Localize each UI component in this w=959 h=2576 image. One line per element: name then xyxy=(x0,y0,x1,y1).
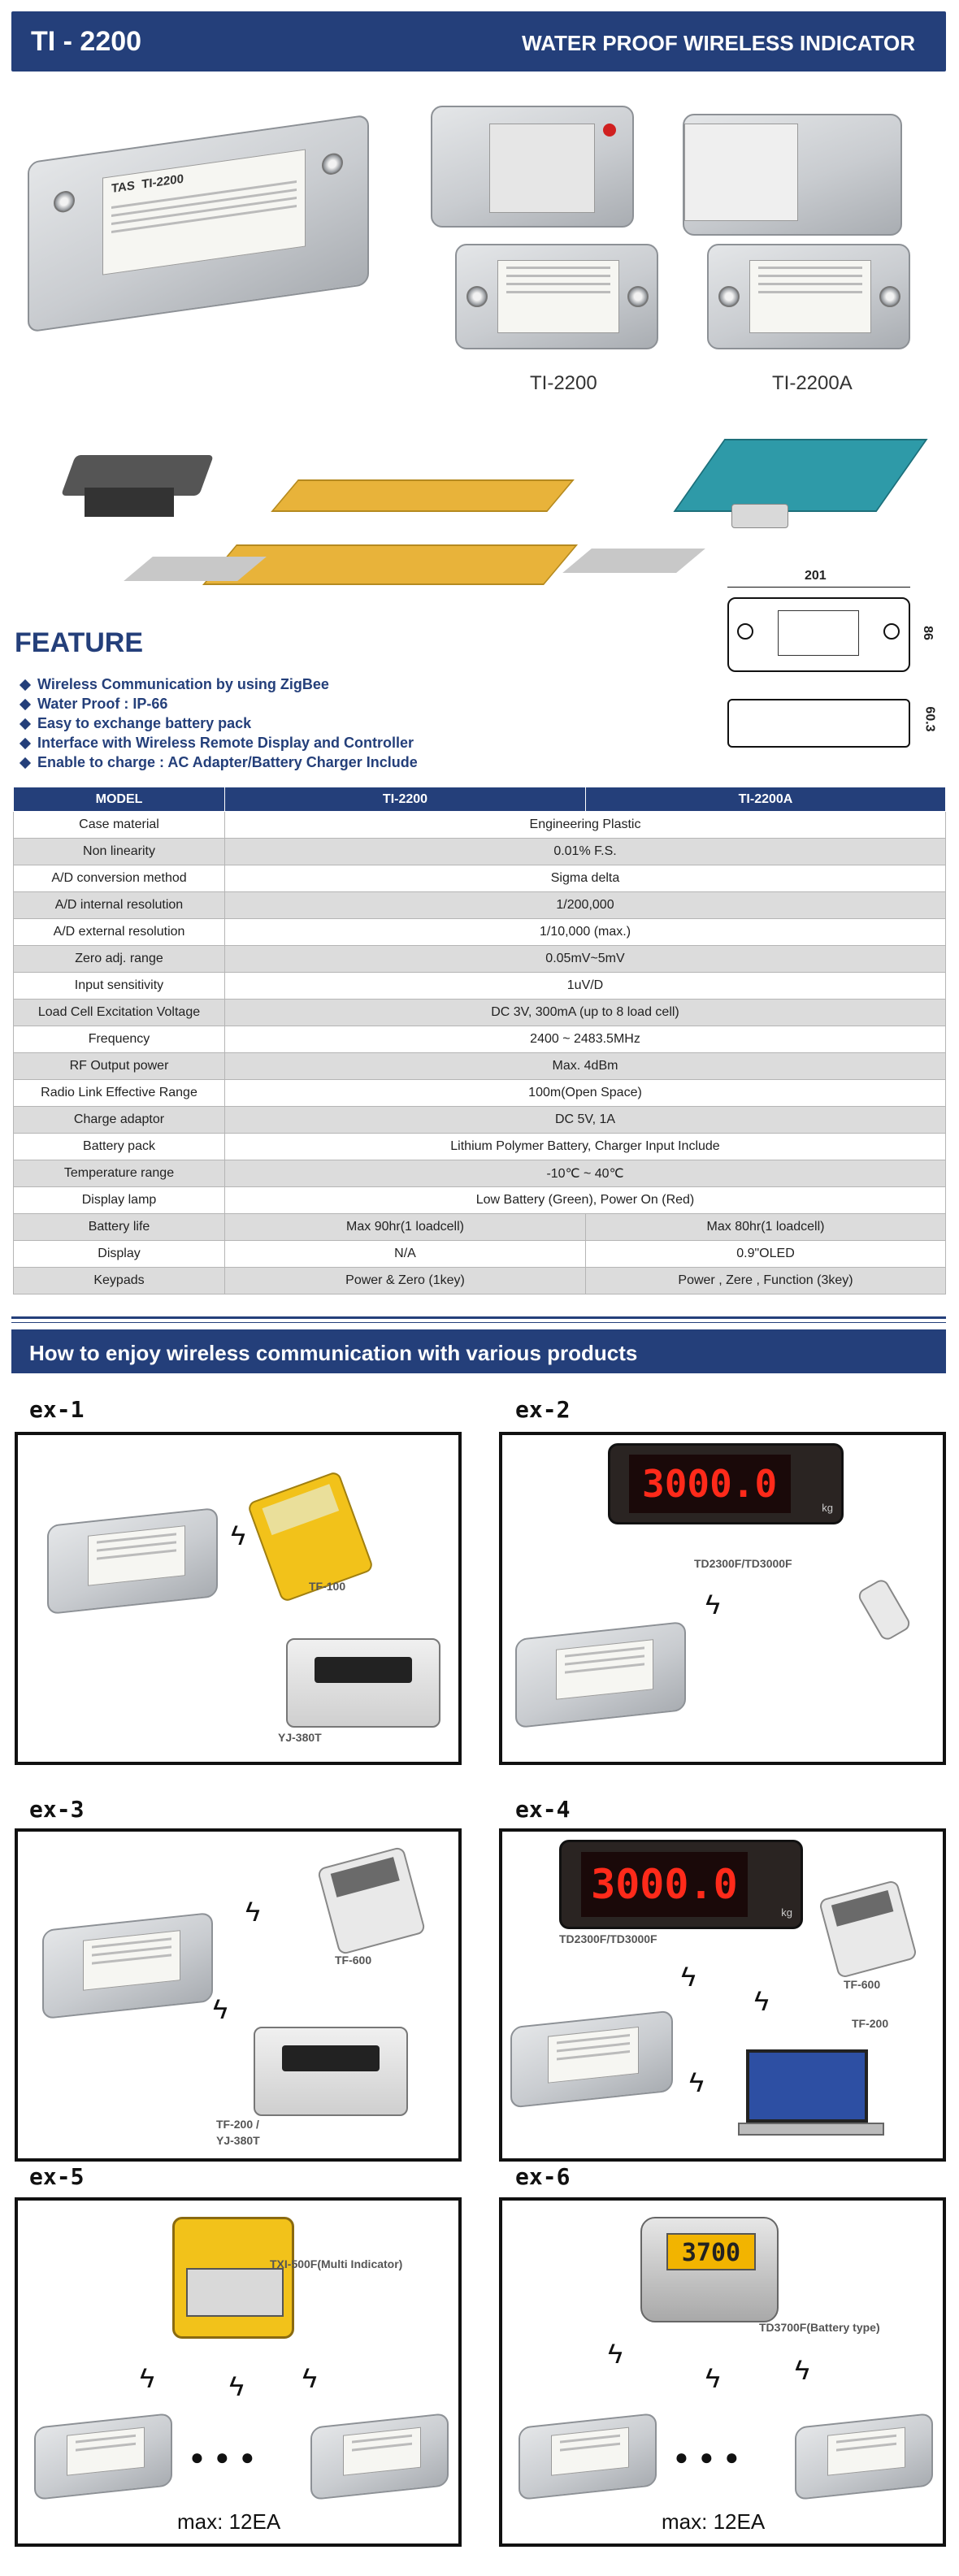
example-box-3 xyxy=(15,1828,462,2162)
max-count: max: 12EA xyxy=(662,2509,766,2534)
table-row: Zero adj. range 0.05mV~5mV xyxy=(14,946,946,973)
dimension-drawing xyxy=(715,561,951,764)
remote-controller xyxy=(856,1577,913,1643)
table-row: Input sensitivity 1uV/D xyxy=(14,973,946,1000)
example-label: ex-3 xyxy=(29,1796,85,1823)
indicator-device xyxy=(47,1507,218,1615)
feature-item: Interface with Wireless Remote Display and Controller xyxy=(21,733,418,752)
example-label: ex-6 xyxy=(515,2163,571,2190)
table-row: RF Output power Max. 4dBm xyxy=(14,1053,946,1080)
dim-depth: 60.3 xyxy=(922,706,937,732)
axle-scale-photo xyxy=(122,471,723,642)
page-header xyxy=(11,11,946,72)
display-reading: 3700 xyxy=(681,2239,741,2267)
diamond-bullet-icon xyxy=(20,718,31,730)
diamond-bullet-icon xyxy=(20,738,31,749)
indicator-device xyxy=(510,2010,673,2108)
printer-device xyxy=(254,2027,408,2116)
feature-item: Water Proof : IP-66 xyxy=(21,694,418,713)
section-header xyxy=(11,1329,946,1373)
indicator-device xyxy=(519,2413,657,2500)
printer-device xyxy=(286,1638,440,1728)
wireless-bolt-icon: ϟ xyxy=(608,2339,623,2370)
indicator-photo-open-a xyxy=(423,106,666,374)
example-box-6 xyxy=(499,2197,946,2547)
display-reading: 3000.0 xyxy=(591,1860,738,1908)
header-subtitle: WATER PROOF WIRELESS INDICATOR xyxy=(522,31,915,55)
table-row: Display N/A 0.9"OLED xyxy=(14,1241,946,1268)
spec-table xyxy=(13,787,946,1295)
model-title: TI - 2200 xyxy=(31,26,142,57)
indicator-device xyxy=(515,1621,686,1728)
battery-display-unit xyxy=(640,2217,779,2322)
wireless-bolt-icon: ϟ xyxy=(213,1994,228,2025)
device-label: TXI-500F(Multi Indicator) xyxy=(270,2257,403,2270)
device-label: TD2300F/TD3000F xyxy=(559,1932,657,1945)
divider xyxy=(11,1316,946,1319)
indicator-device xyxy=(310,2413,449,2500)
caption-ti-2200a: TI-2200A xyxy=(772,372,853,394)
unit-label: kg xyxy=(781,1906,792,1919)
handheld-device xyxy=(818,1880,918,1979)
device-label: YJ-380T xyxy=(278,1731,322,1744)
indicator-photo-open-b xyxy=(675,114,918,374)
feature-item: Enable to charge : AC Adapter/Battery Charger Include xyxy=(21,752,418,772)
table-row: A/D conversion method Sigma delta xyxy=(14,865,946,892)
example-label: ex-4 xyxy=(515,1796,571,1823)
header-ti-2200a: TI-2200A xyxy=(586,787,946,812)
device-label: TD2300F/TD3000F xyxy=(694,1557,792,1570)
table-row: Charge adaptor DC 5V, 1A xyxy=(14,1107,946,1134)
wireless-bolt-icon: ϟ xyxy=(231,1520,245,1551)
example-box-2 xyxy=(499,1432,946,1765)
table-row: Case material Engineering Plastic xyxy=(14,812,946,839)
device-label: TF-200 / xyxy=(216,2118,259,2131)
remote-display xyxy=(608,1443,844,1524)
wireless-bolt-icon: ϟ xyxy=(681,1962,696,1993)
example-box-1 xyxy=(15,1432,462,1765)
example-label: ex-2 xyxy=(515,1396,571,1423)
spec-header-row xyxy=(14,787,946,812)
wireless-bolt-icon: ϟ xyxy=(705,1589,720,1620)
display-reading: 3000.0 xyxy=(642,1461,778,1506)
table-row: Frequency 2400 ~ 2483.5MHz xyxy=(14,1026,946,1053)
device-label: TF-200 xyxy=(852,2017,889,2030)
device-label: TF-600 xyxy=(844,1978,881,1991)
wireless-bolt-icon: ϟ xyxy=(754,1986,769,2017)
feature-item: Easy to exchange battery pack xyxy=(21,713,418,733)
table-row: A/D internal resolution 1/200,000 xyxy=(14,892,946,919)
table-row: A/D external resolution 1/10,000 (max.) xyxy=(14,919,946,946)
indicator-photo-main xyxy=(11,122,385,366)
table-row: Non linearity 0.01% F.S. xyxy=(14,839,946,865)
feature-item: Wireless Communication by using ZigBee xyxy=(21,674,418,694)
wireless-bolt-icon: ϟ xyxy=(705,2363,720,2394)
feature-title: FEATURE xyxy=(15,627,144,658)
section-title: How to enjoy wireless communication with various products xyxy=(29,1341,638,1365)
indicator-device xyxy=(42,1912,213,2019)
ellipsis-dots: ●●● xyxy=(190,2444,266,2470)
divider xyxy=(11,1322,946,1323)
diamond-bullet-icon xyxy=(20,757,31,769)
diamond-bullet-icon xyxy=(20,699,31,710)
example-label: ex-1 xyxy=(29,1396,85,1423)
device-label: TD3700F(Battery type) xyxy=(759,2321,880,2334)
dim-height: 86 xyxy=(920,626,935,640)
wireless-bolt-icon: ϟ xyxy=(302,2363,317,2394)
table-row: Load Cell Excitation Voltage DC 3V, 300mA (up to 8 load cell) xyxy=(14,1000,946,1026)
caption-ti-2200: TI-2200 xyxy=(530,372,597,394)
indicator-device xyxy=(795,2413,933,2500)
table-row: Radio Link Effective Range 100m(Open Space) xyxy=(14,1080,946,1107)
table-row: Keypads Power & Zero (1key) Power , Zere , Function (3key) xyxy=(14,1268,946,1295)
example-box-5 xyxy=(15,2197,462,2547)
platform-scale-photo xyxy=(650,431,943,553)
header-ti-2200: TI-2200 xyxy=(225,787,586,812)
label-brand: TAS xyxy=(111,178,135,197)
wireless-bolt-icon: ϟ xyxy=(229,2371,244,2402)
example-label: ex-5 xyxy=(29,2163,85,2190)
example-box-4 xyxy=(499,1828,946,2162)
device-label: YJ-380T xyxy=(216,2134,260,2147)
table-row: Battery life Max 90hr(1 loadcell) Max 80hr(1 loadcell) xyxy=(14,1214,946,1241)
table-row: Temperature range -10℃ ~ 40℃ xyxy=(14,1160,946,1187)
max-count: max: 12EA xyxy=(177,2509,281,2534)
wireless-bolt-icon: ϟ xyxy=(689,2067,704,2098)
unit-label: kg xyxy=(822,1502,833,1514)
table-row: Battery pack Lithium Polymer Battery, Charger Input Include xyxy=(14,1134,946,1160)
label-model: TI-2200 xyxy=(141,171,184,192)
wireless-bolt-icon: ϟ xyxy=(245,1897,260,1928)
table-row: Display lamp Low Battery (Green), Power On (Red) xyxy=(14,1187,946,1214)
multi-indicator-case xyxy=(172,2217,294,2339)
laptop-base xyxy=(738,2123,884,2136)
indicator-device xyxy=(34,2413,172,2500)
wireless-bolt-icon: ϟ xyxy=(795,2355,809,2386)
remote-display xyxy=(559,1840,803,1929)
wireless-bolt-icon: ϟ xyxy=(140,2363,154,2394)
device-label: TF-600 xyxy=(335,1954,372,1967)
handheld-device xyxy=(317,1846,427,1956)
feature-list xyxy=(21,674,418,772)
diamond-bullet-icon xyxy=(20,679,31,691)
device-label: TF-100 xyxy=(309,1580,346,1593)
laptop-screen xyxy=(746,2049,868,2123)
ellipsis-dots: ●●● xyxy=(675,2444,750,2470)
dim-width: 201 xyxy=(805,569,827,583)
header-model: MODEL xyxy=(14,787,225,812)
